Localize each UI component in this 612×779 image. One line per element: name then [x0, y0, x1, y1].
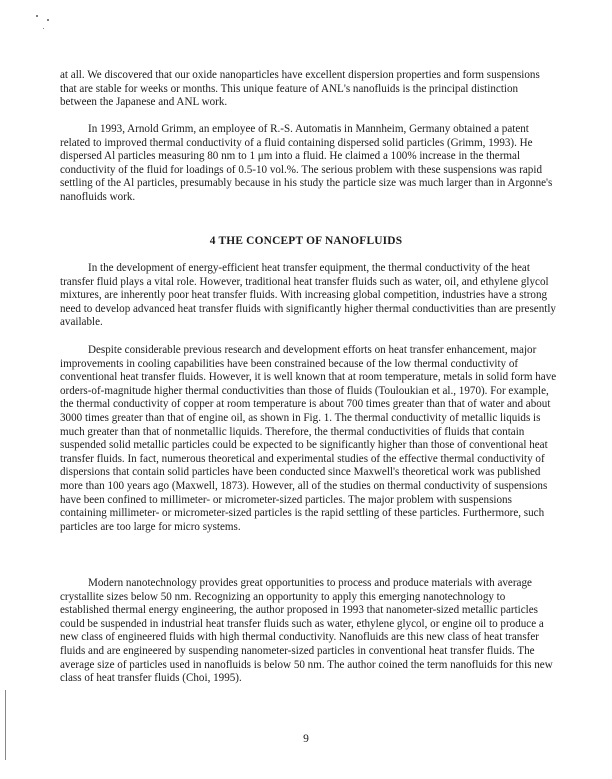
- paragraph-thermal-conductivity: Despite considerable previous research and development efforts on heat transfer enhancement, major improvements in cooling capabilities have been constrained because of the low thermal conductivity of conventional heat transfer fluids. However, it is well known that at room temperature, metals in solid form have orders-of-magnitude higher thermal conductivities than those of fluids (Touloukian et al., 1970). For example, the thermal conductivity of copper at room temperature is about 700 times greater than that of water and about 3000 times greater than that of engine oil, as shown in Fig. 1. The thermal conductivity of metallic liquids is much greater than that of nonmetallic liquids. Therefore, the thermal conductivities of fluids that contain suspended solid metallic particles could be expected to be significantly higher than those of conventional heat transfer fluids. In fact, numerous theoretical and experimental studies of the effective thermal conductivity of dispersions that contain solid particles have been conducted since Maxwell's theoretical work was published more than 100 years ago (Maxwell, 1873). However, all of the studies on thermal conductivity of suspensions have been confined to millimeter- or micrometer-sized particles. The major problem with suspensions containing millimeter- or micrometer-sized particles is the rapid settling of these particles. Furthermore, such particles are too large for micro systems.: [60, 344, 557, 533]
- paragraph-continuation: at all. We discovered that our oxide nanoparticles have excellent dispersion properties and form suspensions that are stable for weeks or months. This unique feature of ANL's nanofluids is the principal distinction between the Japanese and ANL work.: [60, 69, 540, 109]
- paragraph-heat-transfer-fluids: In the development of energy-efficient heat transfer equipment, the thermal conductivity of the heat transfer fluid plays a vital role. However, traditional heat transfer fluids such as water, oil, and ethylene glycol mixtures, are inherently poor heat transfer fluids. With increasing global competition, industries have a strong need to develop advanced heat transfer fluids with significantly higher thermal conductivities than are presently available.: [60, 262, 556, 329]
- paragraph-grimm-patent: In 1993, Arnold Grimm, an employee of R.-S. Automatis in Mannheim, Germany obtained a patent related to improved thermal conductivity of a fluid containing dispersed solid particles (Grimm, 1993). He dispersed Al particles measuring 80 nm to 1 μm into a fluid. He claimed a 100% increase in the thermal conductivity of the fluid for loadings of 0.5-10 vol.%. The serious problem with these suspensions was rapid settling of the Al particles, presumably because in his study the particle size was much larger than in Argonne's nanofluids work.: [60, 123, 553, 203]
- scan-speck: [36, 15, 38, 17]
- section-heading: 4 THE CONCEPT OF NANOFLUIDS: [209, 235, 403, 247]
- scan-edge-line: [5, 690, 6, 760]
- scan-speck: [43, 28, 44, 29]
- paragraph-nanotechnology: Modern nanotechnology provides great opportunities to process and produce materials with average crystallite sizes below 50 nm. Recognizing an opportunity to apply this emerging nanotechnology to established thermal energy engineering, the author proposed in 1993 that nanometer-sized metallic particles could be suspended in industrial heat transfer fluids such as water, ethylene glycol, or engine oil to produce a new class of engineered fluids with high thermal conductivity. Nanofluids are this new class of heat transfer fluids and are engineered by suspending nanometer-sized particles in conventional heat transfer fluids. The average size of particles used in nanofluids is below 50 nm. The author coined the term nanofluids for this new class of heat transfer fluids (Choi, 1995).: [60, 577, 553, 685]
- page-number: 9: [303, 733, 309, 745]
- scan-speck: [47, 19, 49, 21]
